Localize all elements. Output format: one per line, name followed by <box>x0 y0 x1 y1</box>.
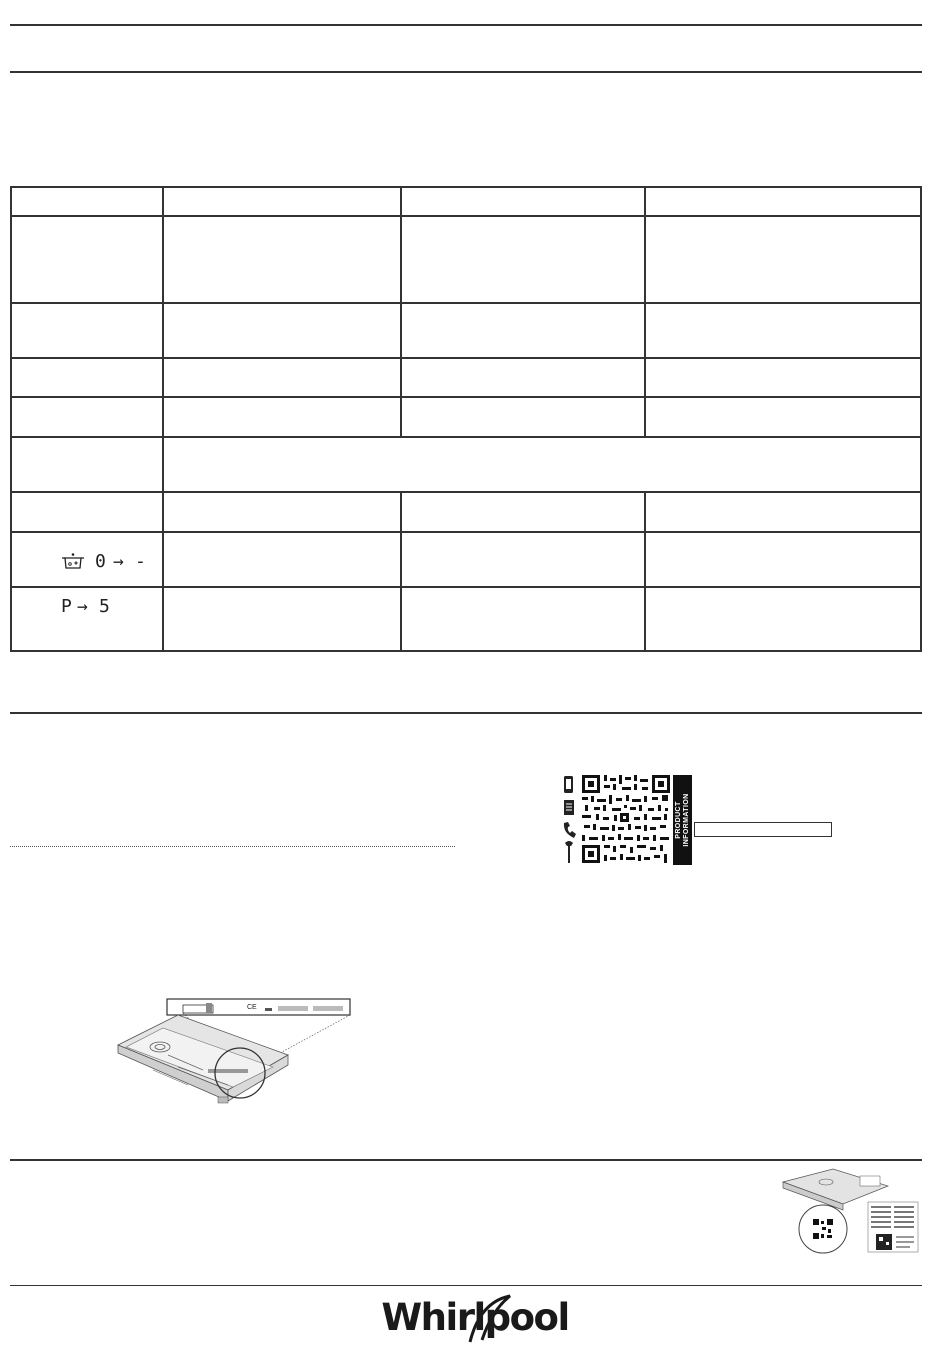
table-cell <box>400 586 646 652</box>
troubleshooting-table <box>10 186 922 652</box>
section-rule-3 <box>10 1159 922 1161</box>
table-cell <box>10 357 164 398</box>
table-cell <box>162 357 402 398</box>
table-cell <box>162 396 402 438</box>
section-rule-2 <box>10 712 922 714</box>
table-cell <box>400 531 646 588</box>
table-cell <box>10 396 164 438</box>
top-rule <box>10 24 922 26</box>
table-cell <box>644 357 922 398</box>
appliance-rating-plate-illustration <box>108 995 358 1125</box>
wrench-icon <box>565 841 573 863</box>
table-cell <box>162 491 402 533</box>
table-cell <box>400 215 646 304</box>
table-cell <box>162 302 402 359</box>
table-cell <box>400 396 646 438</box>
display-zero-symbol: 0 <box>95 551 106 572</box>
logo-swoosh <box>460 1292 520 1348</box>
product-sticker-illustration <box>778 1164 923 1264</box>
table-cell <box>10 436 164 493</box>
table-header-cell <box>644 186 922 217</box>
dotted-separator <box>10 846 455 847</box>
table-cell <box>644 586 922 652</box>
smartphone-icon <box>564 776 573 793</box>
table-cell <box>644 302 922 359</box>
arrow-symbol: → <box>113 551 124 572</box>
display-5-symbol: 5 <box>99 596 110 617</box>
whirlpool-logo: Whirlpool <box>381 1296 569 1339</box>
table-cell <box>644 215 922 304</box>
table-cell <box>162 531 402 588</box>
table-cell <box>644 491 922 533</box>
table-cell <box>400 302 646 359</box>
table-header-cell <box>162 186 402 217</box>
table-cell <box>400 491 646 533</box>
product-code-box <box>694 822 832 837</box>
table-cell <box>10 491 164 533</box>
display-p-symbol: P <box>61 596 72 617</box>
table-cell <box>162 215 402 304</box>
product-label-line2: INFORMATION <box>682 793 690 847</box>
product-label-line1: PRODUCT <box>674 801 682 839</box>
pot-icon <box>61 552 85 570</box>
section-rule-1 <box>10 71 922 73</box>
table-cell <box>162 586 402 652</box>
phone-icon <box>564 822 576 838</box>
table-cell <box>644 396 922 438</box>
table-cell <box>10 302 164 359</box>
product-information-label <box>673 775 692 865</box>
document-icon <box>564 800 574 815</box>
qr-code <box>582 775 670 863</box>
table-cell <box>644 531 922 588</box>
table-cell <box>10 215 164 304</box>
table-header-cell <box>10 186 164 217</box>
table-cell <box>400 357 646 398</box>
ce-mark: CE <box>247 1004 257 1011</box>
table-header-cell <box>400 186 646 217</box>
footer-rule <box>10 1285 922 1286</box>
table-cell-merged <box>162 436 922 493</box>
arrow-symbol: → <box>77 596 88 617</box>
display-dash-symbol: - <box>135 551 146 572</box>
